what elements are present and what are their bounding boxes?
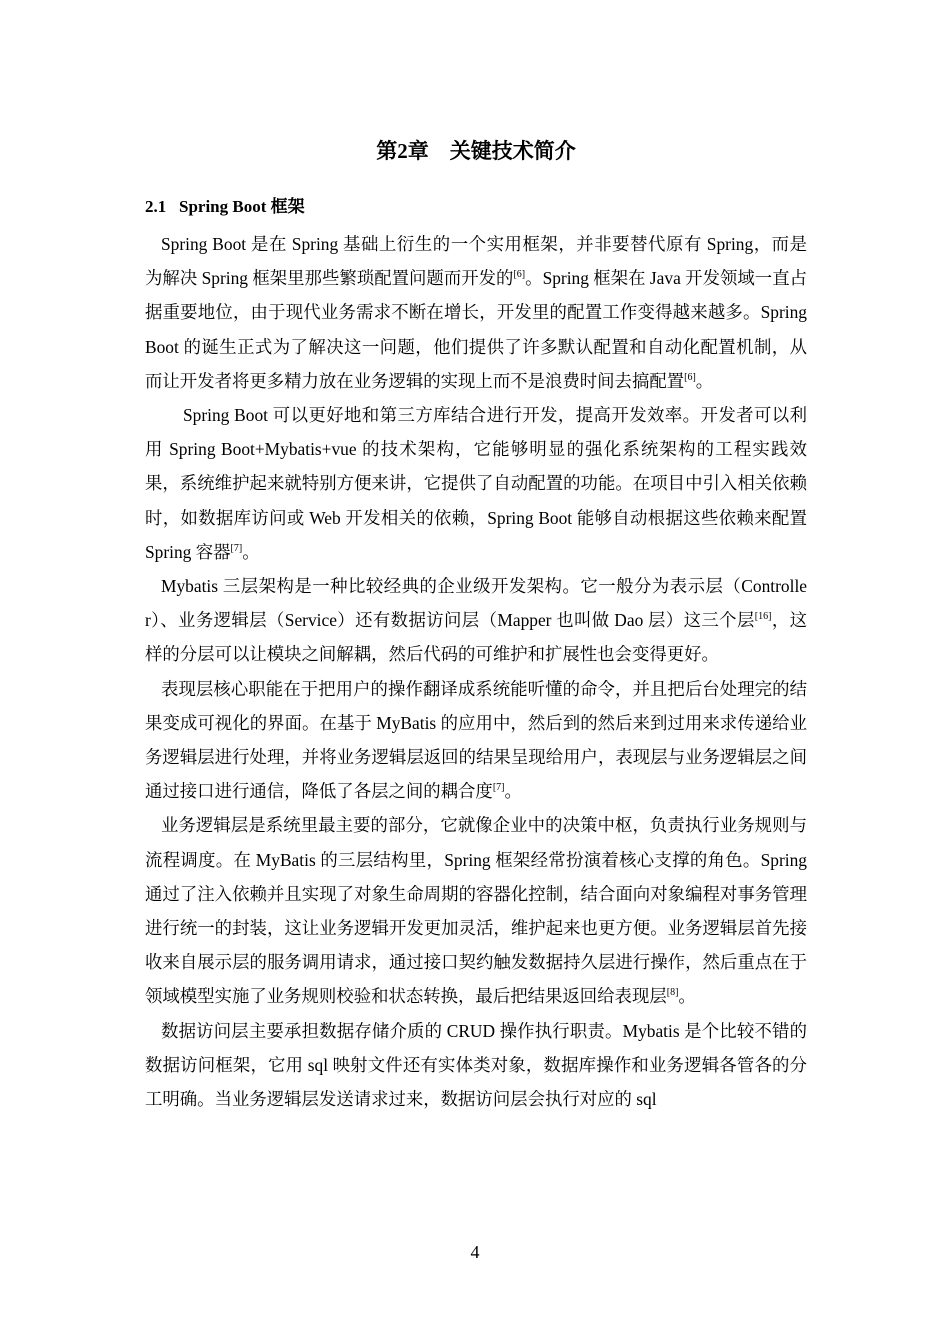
section-heading: 2.1 Spring Boot 框架 (145, 197, 305, 216)
citation-6: [6] (684, 371, 696, 383)
text-segment: 。Spring 框架在 Java 开发领域一直占据重要地位，由于现代业务需求不断在增长，开发里的配置工作变得越来越多。Spring Boot 的诞生正式为了解决这一问题，他们提供了许多默认配置和自动化配置机制，从而让开发者将更多精力放在业务逻辑的实现上而不是浪费时间去搞配置 (145, 268, 808, 391)
paragraph-third-party (145, 398, 807, 569)
text-segment: 。 (678, 986, 696, 1007)
chapter-title: 第2章 关键技术简介 (376, 139, 576, 163)
text-segment: 表现层核心职能在于把用户的操作翻译成系统能听懂的命令，并且把后台处理完的结果变成可视化的界面。在基于 MyBatis 的应用中，然后到的然后来到过用来求传递给业务逻辑层进行处理，并将业务逻辑层返回的结果呈现给用户，表现层与业务逻辑层之间通过接口进行通信，降低了各层之间的耦合度 (145, 678, 807, 802)
text-segment: 业务逻辑层是系统里最主要的部分，它就像企业中的决策中枢，负责执行业务规则与流程调度。在 MyBatis 的三层结构里，Spring 框架经常扮演着核心支撑的角色。Spring 通过了注入依赖并且实现了对象生命周期的容器化控制，结合面向对象编程对事务管理进行统一的封装，这让业务逻辑开发更加灵活，维护起来也更方便。业务逻辑层首先接收来自展示层的服务调用请求，通过接口契约触发数据持久层进行操作，然后重点在于领域模型实施了业务规则校验和状态转换，最后把结果返回给表现层 (145, 815, 807, 1007)
text-segment: 。 (242, 541, 260, 562)
paragraph-data-access-layer (145, 1014, 807, 1117)
text-segment: Spring Boot 是在 Spring 基础上衍生的一个实用框架，并非要替代原有 Spring，而是为解决 Spring 框架里那些繁琐配置问题而开发的 (145, 234, 807, 289)
citation-7: [7] (492, 782, 505, 794)
paragraph-business-layer (145, 808, 807, 1013)
text-segment: 数据访问层主要承担数据存储介质的 CRUD 操作执行职责。Mybatis 是个比较不错的数据访问框架，它用 sql 映射文件还有实体类对象，数据库操作和业务逻辑各管各的分工明确。当业务逻辑层发送请求过来，数据访问层会执行对应的 sql (145, 1020, 807, 1110)
paragraph-presentation-layer (145, 672, 807, 809)
citation-16: [16] (754, 611, 772, 623)
citation-6: [6] (513, 269, 526, 281)
text-segment: Mybatis 三层架构是一种比较经典的企业级开发架构。它一般分为表示层（Controller）、业务逻辑层（Service）还有数据访问层（Mapper 也叫做 Dao 层）这三个层 (145, 576, 807, 631)
text-segment: 。 (504, 781, 522, 802)
page-number: 4 (470, 1242, 480, 1262)
text-segment: ，这样的分层可以让模块之间解耦，然后代码的可维护和扩展性也会变得更好。 (145, 610, 807, 665)
citation-8: [8] (666, 987, 679, 999)
text-segment: 。 (695, 370, 714, 391)
body-text (145, 227, 807, 1116)
citation-7: [7] (230, 542, 243, 554)
paragraph-spring-boot-intro (145, 227, 807, 398)
paragraph-three-layer (145, 569, 807, 672)
text-segment: Spring Boot 可以更好地和第三方库结合进行开发，提高开发效率。开发者可以利用 Spring Boot+Mybatis+vue 的技术架构，它能够明显的强化系统架构的工程实践效果，系统维护起来就特别方便来讲，它提供了自动配置的功能。在项目中引入相关依赖时，如数据库访问或 Web 开发相关的依赖，Spring Boot 能够自动根据这些依赖来配置 Spring 容器 (145, 405, 807, 562)
